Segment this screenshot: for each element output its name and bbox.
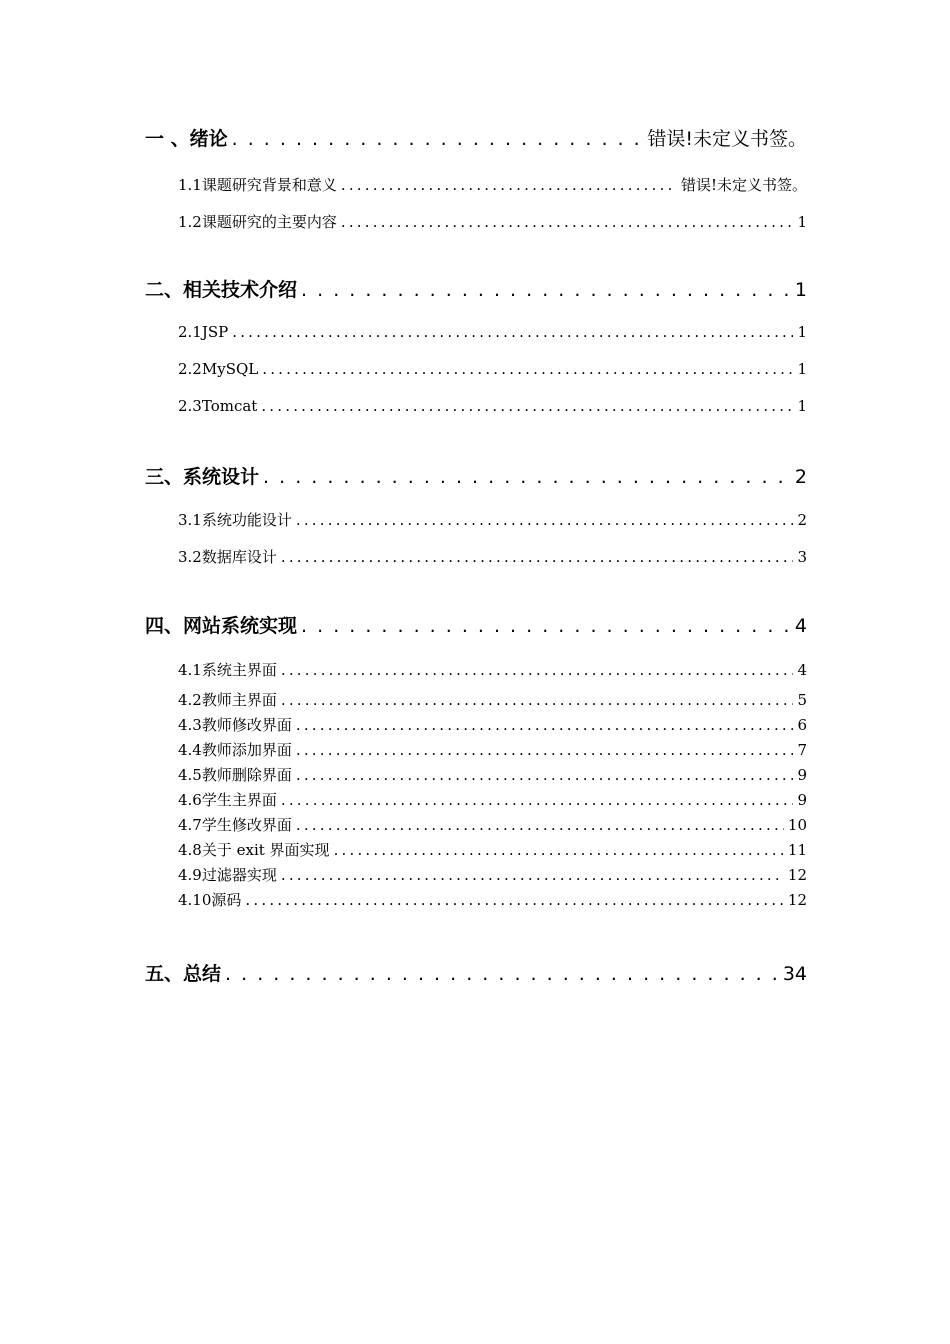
toc-number: 1.1: [178, 176, 202, 194]
toc-entry-chapter-3[interactable]: [145, 462, 807, 489]
toc-leader-dots: [225, 963, 779, 985]
toc-title: 课题研究的主要内容: [201, 213, 337, 231]
toc-number: 一 、: [145, 128, 190, 150]
toc-page: 12: [787, 891, 807, 909]
toc-entry-chapter-1[interactable]: [145, 124, 807, 151]
toc-number: 4.4: [178, 741, 202, 759]
toc-entry-2-3[interactable]: [178, 397, 807, 415]
toc-page: 1: [797, 360, 807, 378]
toc-page: 1: [797, 323, 807, 341]
toc-number: 4.7: [178, 816, 202, 834]
toc-entry-3-1[interactable]: [178, 509, 807, 530]
toc-title: 相关技术介绍: [183, 279, 298, 301]
toc-number: 2.2: [178, 360, 202, 378]
toc-title: 绪论: [189, 128, 228, 150]
toc-entry-chapter-4[interactable]: [145, 611, 807, 638]
toc-page: 3: [797, 548, 807, 566]
toc-entry-2-1[interactable]: [178, 323, 807, 341]
toc-leader-dots: [232, 323, 793, 341]
toc-entry-4-4[interactable]: [178, 739, 807, 760]
toc-number: 二、: [145, 279, 184, 301]
toc-title: 教师主界面: [201, 691, 277, 709]
toc-number: 4.9: [178, 866, 202, 884]
toc-page: 9: [797, 766, 807, 784]
toc-page: 9: [797, 791, 807, 809]
toc-entry-4-8[interactable]: [178, 839, 807, 860]
toc-entry-1-2[interactable]: [178, 211, 807, 232]
toc-title: 系统主界面: [201, 661, 277, 679]
toc-leader-dots: [245, 891, 783, 909]
toc-page: 5: [797, 691, 807, 709]
toc-title: 系统功能设计: [201, 511, 292, 529]
toc-page: 6: [797, 716, 807, 734]
toc-page: 1: [797, 213, 807, 231]
toc-number: 4.2: [178, 691, 202, 709]
toc-leader-dots: [334, 841, 784, 859]
toc-leader-dots: [281, 548, 794, 566]
toc-entry-4-3[interactable]: [178, 714, 807, 735]
toc-entry-4-6[interactable]: [178, 789, 807, 810]
toc-number: 4.8: [178, 841, 202, 859]
toc-number: 2.3: [178, 397, 202, 415]
toc-leader-dots: [301, 615, 791, 637]
toc-title: JSP: [201, 323, 229, 341]
toc-title: 源码: [211, 891, 242, 909]
toc-leader-dots: [296, 511, 794, 529]
toc-title: 学生修改界面: [201, 816, 292, 834]
toc-leader-dots: [261, 397, 793, 415]
toc-page: 4: [797, 661, 807, 679]
toc-leader-dots: [296, 816, 784, 834]
toc-title: Tomcat: [201, 397, 258, 415]
toc-page: 10: [787, 816, 807, 834]
toc-leader-dots: [301, 279, 791, 301]
toc-entry-3-2[interactable]: [178, 546, 807, 567]
toc-title: 数据库设计: [201, 548, 277, 566]
toc-number: 4.6: [178, 791, 202, 809]
toc-entry-chapter-2[interactable]: [145, 275, 807, 302]
toc-page: 4: [794, 615, 807, 637]
toc-entry-chapter-5[interactable]: [145, 959, 807, 986]
toc-entry-4-1[interactable]: [178, 659, 807, 680]
toc-page: 12: [787, 866, 807, 884]
toc-entry-4-10[interactable]: [178, 889, 807, 910]
toc-leader-dots: [281, 661, 794, 679]
toc-title: 系统设计: [183, 466, 260, 488]
toc-number: 4.5: [178, 766, 202, 784]
toc-number: 2.1: [178, 323, 202, 341]
toc-entry-4-2[interactable]: [178, 689, 807, 710]
toc-title: 教师添加界面: [201, 741, 292, 759]
toc-title: 网站系统实现: [183, 615, 298, 637]
toc-leader-dots: [263, 466, 791, 488]
toc-entry-1-1[interactable]: [178, 174, 807, 195]
toc-entry-4-5[interactable]: [178, 764, 807, 785]
toc-title: 课题研究背景和意义: [201, 176, 337, 194]
toc-leader-dots: [262, 360, 793, 378]
toc-number: 3.2: [178, 548, 202, 566]
toc-page: 34: [782, 963, 807, 985]
toc-number: 3.1: [178, 511, 202, 529]
toc-number: 4.10: [178, 891, 212, 909]
toc-page: 1: [794, 279, 807, 301]
toc-number: 四、: [145, 615, 184, 637]
toc-leader-dots: [296, 741, 794, 759]
toc-title: 学生主界面: [201, 791, 277, 809]
toc-title: 过滤器实现: [201, 866, 277, 884]
toc-leader-dots: [296, 766, 794, 784]
toc-number: 五、: [145, 963, 184, 985]
toc-leader-dots: [341, 176, 677, 194]
toc-page: 11: [787, 841, 807, 859]
toc-page: 1: [797, 397, 807, 415]
toc-title: 教师修改界面: [201, 716, 292, 734]
toc-number: 1.2: [178, 213, 202, 231]
toc-leader-dots: [296, 716, 794, 734]
toc-page: 错误!未定义书签。: [680, 176, 807, 194]
toc-leader-dots: [281, 866, 784, 884]
toc-page: 2: [797, 511, 807, 529]
toc-number: 4.3: [178, 716, 202, 734]
toc-entry-2-2[interactable]: [178, 360, 807, 378]
toc-title: 总结: [183, 963, 222, 985]
toc-leader-dots: [232, 128, 644, 150]
toc-number: 4.1: [178, 661, 202, 679]
toc-leader-dots: [281, 691, 794, 709]
toc-entry-4-7[interactable]: [178, 814, 807, 835]
toc-page: 7: [797, 741, 807, 759]
toc-leader-dots: [341, 213, 794, 231]
toc-title: 关于 exit 界面实现: [201, 841, 330, 859]
toc-title: MySQL: [201, 360, 259, 378]
toc-leader-dots: [281, 791, 794, 809]
toc-title: 教师删除界面: [201, 766, 292, 784]
toc-entry-4-9[interactable]: [178, 864, 807, 885]
toc-page: 错误!未定义书签。: [647, 128, 807, 150]
toc-page: 2: [794, 466, 807, 488]
toc-number: 三、: [145, 466, 184, 488]
